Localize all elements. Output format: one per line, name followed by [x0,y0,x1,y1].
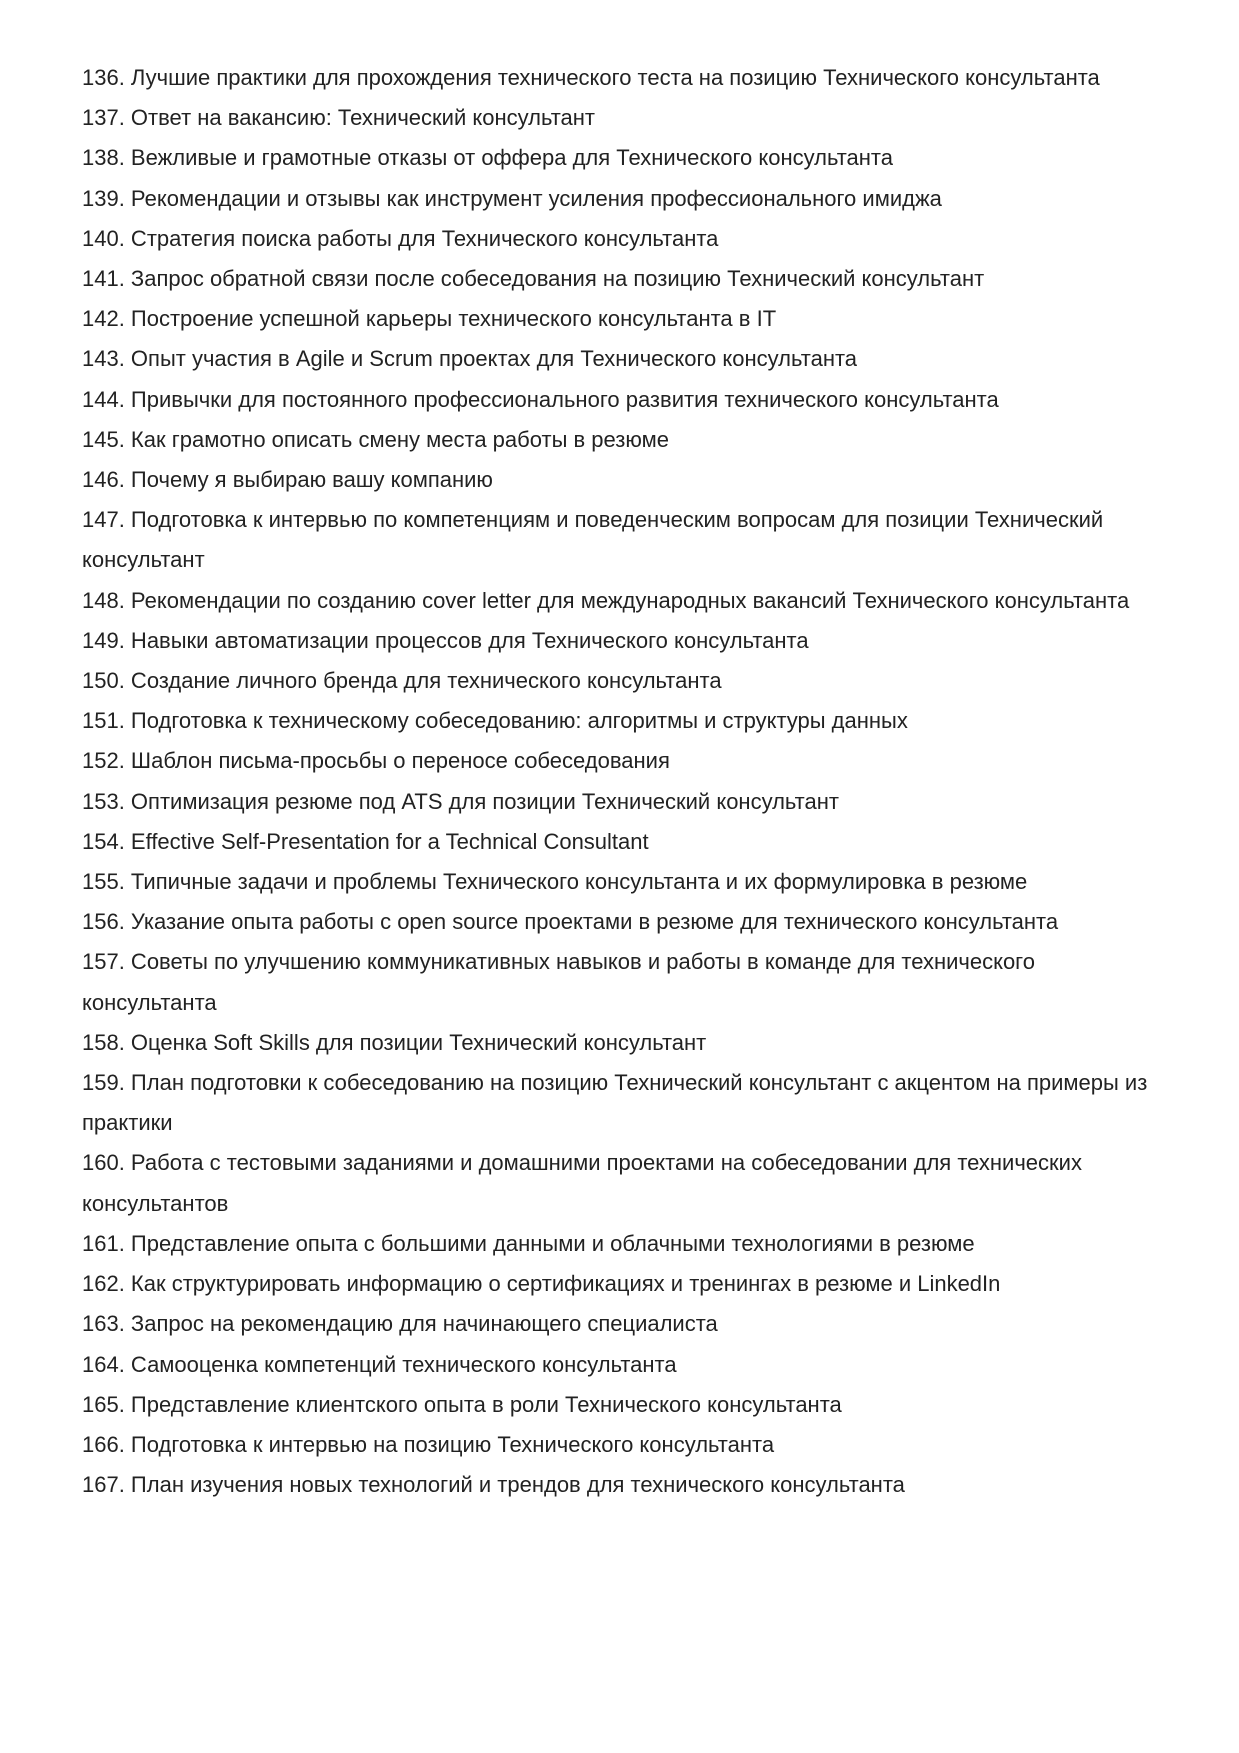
list-item: 155. Типичные задачи и проблемы Технического консультанта и их формулировка в резюме [82,869,1028,895]
list-item: 158. Оценка Soft Skills для позиции Технический консультант [82,1029,707,1055]
list-item: 139. Рекомендации и отзывы как инструмент усиления профессионального имиджа [82,185,942,211]
list-item: 147. Подготовка к интервью по компетенциям и поведенческим вопросам для позиции Технический консультант [82,507,1104,573]
list-item: 144. Привычки для постоянного профессионального развития технического консультанта [82,386,999,412]
list-item: 136. Лучшие практики для прохождения технического теста на позицию Технического консультанта [82,65,1100,90]
list-item: 167. План изучения новых технологий и трендов для технического консультанта [82,1472,905,1498]
list-item: 150. Создание личного бренда для технического консультанта [82,668,722,694]
list-item: 143. Опыт участия в Agile и Scrum проектах для Технического консультанта [82,346,858,372]
list-item: 145. Как грамотно описать смену места работы в резюме [82,426,669,452]
list-item: 159. План подготовки к собеседованию на позицию Технический консультант с акцентом на примеры из практики [82,1070,1148,1136]
list-item: 165. Представление клиентского опыта в роли Технического консультанта [82,1391,842,1417]
list-item: 157. Советы по улучшению коммуникативных навыков и работы в команде для технического консультанта [82,949,1035,1015]
list-item: 151. Подготовка к техническому собеседованию: алгоритмы и структуры данных [82,708,908,734]
list-item: 140. Стратегия поиска работы для Технического консультанта [82,225,719,251]
list-item: 138. Вежливые и грамотные отказы от оффера для Технического консультанта [82,145,893,171]
list-item: 137. Ответ на вакансию: Технический консультант [82,105,595,131]
list-item: 146. Почему я выбираю вашу компанию [82,467,493,493]
list-item: 166. Подготовка к интервью на позицию Технического консультанта [82,1431,775,1457]
list-item: 141. Запрос обратной связи после собеседования на позицию Технический консультант [82,266,985,292]
list-item: 160. Работа с тестовыми заданиями и домашними проектами на собеседовании для технических консультантов [82,1150,1082,1216]
list-item: 163. Запрос на рекомендацию для начинающего специалиста [82,1311,718,1337]
list-item: 152. Шаблон письма-просьбы о переносе собеседования [82,748,670,774]
list-item: 142. Построение успешной карьеры технического консультанта в IT [82,306,777,332]
list-item: 154. Effective Self-Presentation for a Technical Consultant [82,828,649,854]
list-item: 149. Навыки автоматизации процессов для Технического консультанта [82,627,809,653]
list-item: 161. Представление опыта с большими данными и облачными технологиями в резюме [82,1230,975,1256]
list-item: 156. Указание опыта работы с open source проектами в резюме для технического консультанта [82,909,1059,935]
list-item: 162. Как структурировать информацию о сертификациях и тренингах в резюме и LinkedIn [82,1271,1001,1297]
list-item: 148. Рекомендации по созданию cover letter для международных вакансий Технического консультанта [82,587,1130,613]
list-item: 153. Оптимизация резюме под ATS для позиции Технический консультант [82,788,839,814]
topic-list [82,58,1160,1505]
list-item: 164. Самооценка компетенций технического консультанта [82,1351,677,1377]
